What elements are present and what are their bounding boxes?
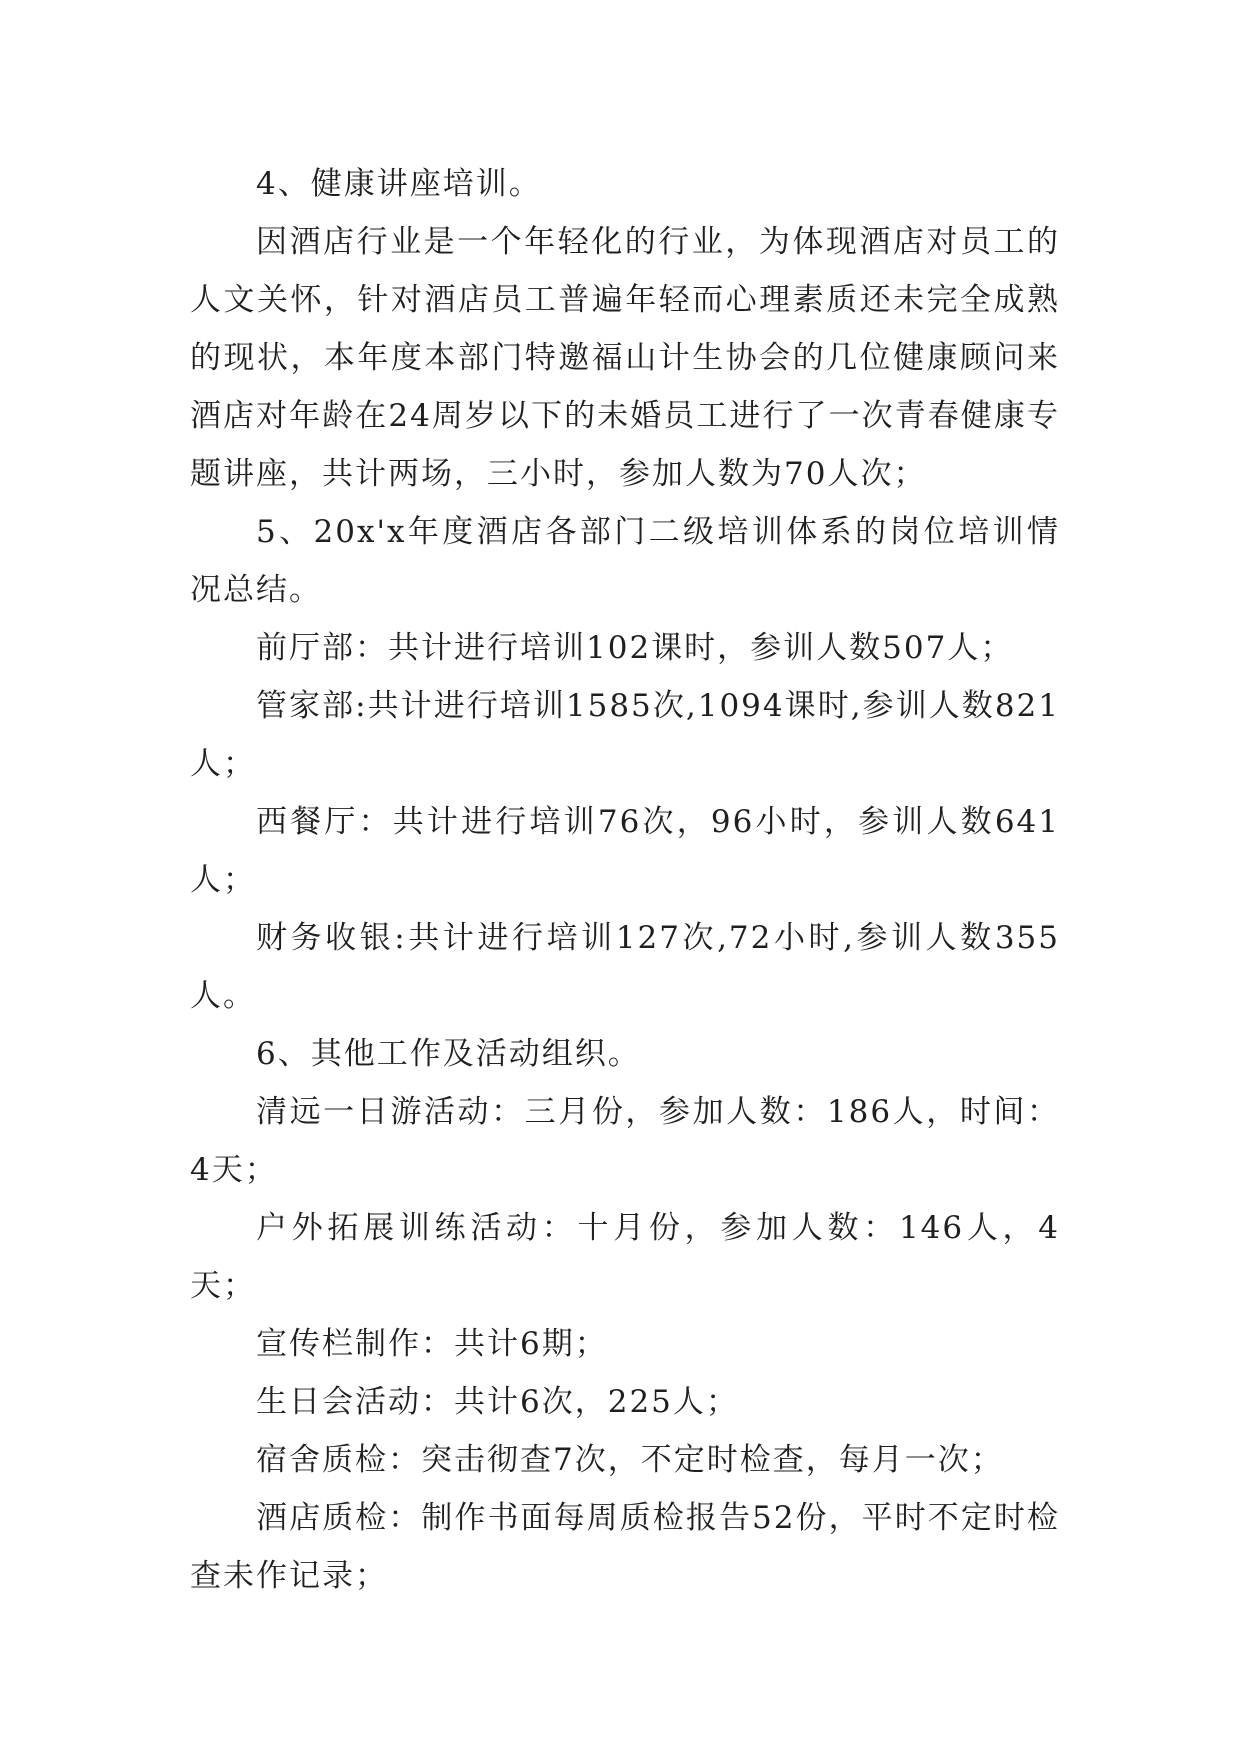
western-restaurant-training-item: 西餐厅：共计进行培训76次，96小时，参训人数641人； (190, 804, 1060, 898)
document-body (190, 155, 1060, 1605)
section-heading-other-activities: 6、其他工作及活动组织。 (256, 1036, 641, 1072)
housekeeping-training-item: 管家部:共计进行培训1585次,1094课时,参训人数821人； (190, 688, 1060, 782)
dormitory-inspection-item: 宿舍质检：突击彻查7次，不定时检查，每月一次； (256, 1442, 1004, 1478)
qingyuan-trip-item: 清远一日游活动：三月份，参加人数：186人，时间：4天； (190, 1094, 1060, 1188)
hotel-inspection-item: 酒店质检：制作书面每周质检报告52份，平时不定时检查未作记录； (190, 1500, 1060, 1594)
health-lecture-paragraph: 因酒店行业是一个年轻化的行业，为体现酒店对员工的人文关怀，针对酒店员工普遍年轻而心理素质还未完全成熟的现状，本年度本部门特邀福山计生协会的几位健康顾问来酒店对年龄在24周岁以下的未婚员工进行了一次青春健康专题讲座，共计两场，三小时，参加人数为70人次； (190, 224, 1060, 492)
birthday-party-item: 生日会活动：共计6次，225人； (256, 1384, 739, 1420)
section-heading-health-lecture: 4、健康讲座培训。 (256, 166, 542, 202)
section-heading-department-training: 5、20x'x年度酒店各部门二级培训体系的岗位培训情况总结。 (190, 514, 1060, 608)
bulletin-board-item: 宣传栏制作：共计6期； (256, 1326, 608, 1362)
outdoor-training-item: 户外拓展训练活动：十月份，参加人数：146人，4天； (190, 1210, 1060, 1304)
finance-cashier-training-item: 财务收银:共计进行培训127次,72小时,参训人数355人。 (190, 920, 1060, 1014)
front-office-training-item: 前厅部：共计进行培训102课时，参训人数507人； (256, 630, 1014, 666)
